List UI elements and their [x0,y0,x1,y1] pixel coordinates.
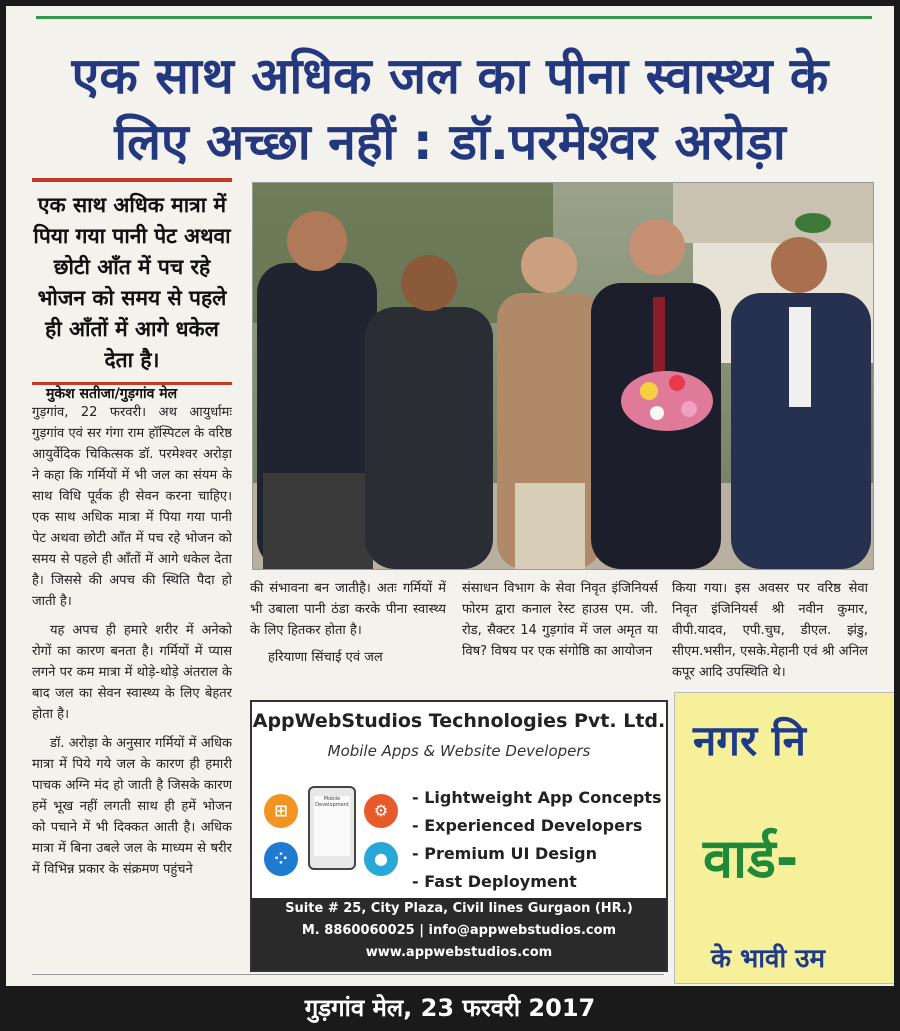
appwebstudios-advertisement [250,700,668,972]
ad-tagline: Mobile Apps & Website Developers [327,742,591,760]
ad-feature-list [412,784,662,896]
pull-quote-box [32,178,232,385]
right-ad-line-3: के भावी उम [711,944,826,974]
column1-paragraph-2: यह अपच ही हमारे शरीर में अनेको रोगों का कारण बनता है। गर्मियों में प्यास लगने पर कम मात्रा में थोड़े-थोड़े अंतराल के बाद जल का सेवन स्वास्थ्य के लिए बेहतर होता है। [32,623,232,722]
flower-bouquet [621,371,713,431]
bottom-rule [32,974,664,975]
article-column-4 [672,578,868,682]
blackberry-icon: ⁘ [264,842,298,876]
column4-text: किया गया। इस अवसर पर वरिष्ठ सेवा निवृत इंजिनियर्स श्री नवीन कुमार, वीपी.यादव, एपी.चुघ, डीएल. झंडु, सीएम.भसीन, एसके.मेहानी एवं श्री अनिल कपूर आदि उपस्थिति थे। [672,581,868,680]
ad-feature-item: - Experienced Developers [412,816,643,835]
ad-feature-item: - Premium UI Design [412,844,597,863]
ad-address: Suite # 25, City Plaza, Civil lines Gurgaon (HR.) [285,901,633,916]
phone-icon [308,786,356,870]
article-column-2 [250,578,446,682]
ad-company-name: AppWebStudios Technologies Pvt. Ltd. [252,710,666,732]
article-column-3 [462,578,658,682]
article-column-1 [32,402,232,982]
ad-contact: M. 8860060025 | info@appwebstudios.com [301,923,617,938]
windows-icon: ⊞ [264,794,298,828]
ad-contact-bar [252,898,666,970]
headline-line-1: एक साथ अधिक जल का पीना स्वास्थ्य के [71,47,829,105]
right-ad-line-2: वार्ड- [703,827,799,890]
group-photo-illustration [253,183,873,569]
byline: मुकेश सतीजा/गुड़गांव मेल [46,386,178,402]
pull-quote: एक साथ अधिक मात्रा में पिया गया पानी पेट अथवा छोटी आँत में पच रहे भोजन को समय से पहले ही आँतों में आगे धकेल देता है। [33,193,231,372]
apple-icon: ● [364,842,398,876]
newspaper-page [6,6,894,986]
column1-paragraph-3: डॉ. अरोड़ा के अनुसार गर्मियों में अधिक मात्रा में पिये गये जल के कारण ही हमारी पाचक अग्नि मंद हो जाती है जिसके कारण हमें भूख नहीं लगती साथ ही हमें भोजन को पचाने में भी दिक्कत आती है। अधिक मात्रा में बिना उबले जल के माध्यम से षरीर में विभिन्न प्रकार के संक्रमण पहुंचने [32,736,232,877]
election-advertisement [674,692,894,984]
top-green-rule [36,16,872,19]
column3-text: संसाधन विभाग के सेवा निवृत इंजिनियर्स फोरम द्वारा कनाल रेस्ट हाउस एम. जी. रोड, सैक्टर 14 गुड़गांव में जल अमृत या विष? विषय पर एक संगोष्ठि का आयोजन [462,581,658,659]
headline-line-2: लिए अच्छा नहीं : डॉ.परमेश्वर अरोड़ा [114,113,786,171]
phone-screen-text: Mobile Development [314,796,350,856]
right-ad-line-1: नगर नि [693,716,806,765]
footer-caption: गुड़गांव मेल, 23 फरवरी 2017 [0,986,900,1031]
column1-paragraph-1: गुड़गांव, 22 फरवरी। अथ आयुर्धामः गुड़गांव एवं सर गंगा राम हॉस्पिटल के वरिष्ठ आयुर्वेदिक चिकित्सक डॉ. परमेश्वर अरोड़ा ने कहा कि गर्मियों में भी जल का संयम के साथ विधि पूर्वक ही सेवन करना चाहिए। एक साथ अधिक मात्रा में पिया गया पानी पेट अथवा छोटी आँत में पच रहे भोजन को समय से पहले ही आँतों में आगे धकेल देता है। जिससे की अपच की स्थिति पैदा हो जाती है। [32,405,232,609]
news-photo [252,182,874,570]
column2-paragraph-2: हरियाणा सिंचाई एवं जल [268,650,383,665]
ad-feature-item: - Fast Deployment [412,872,577,891]
ad-website: www.appwebstudios.com [365,945,553,960]
ad-feature-item: - Lightweight App Concepts [412,788,662,807]
android-icon: ⚙ [364,794,398,828]
column2-paragraph-1: की संभावना बन जातीहै। अतः गर्मियों में भी उबाला पानी ठंडा करके पीना स्वास्थ्य के लिए हितकर होता है। [250,581,446,638]
